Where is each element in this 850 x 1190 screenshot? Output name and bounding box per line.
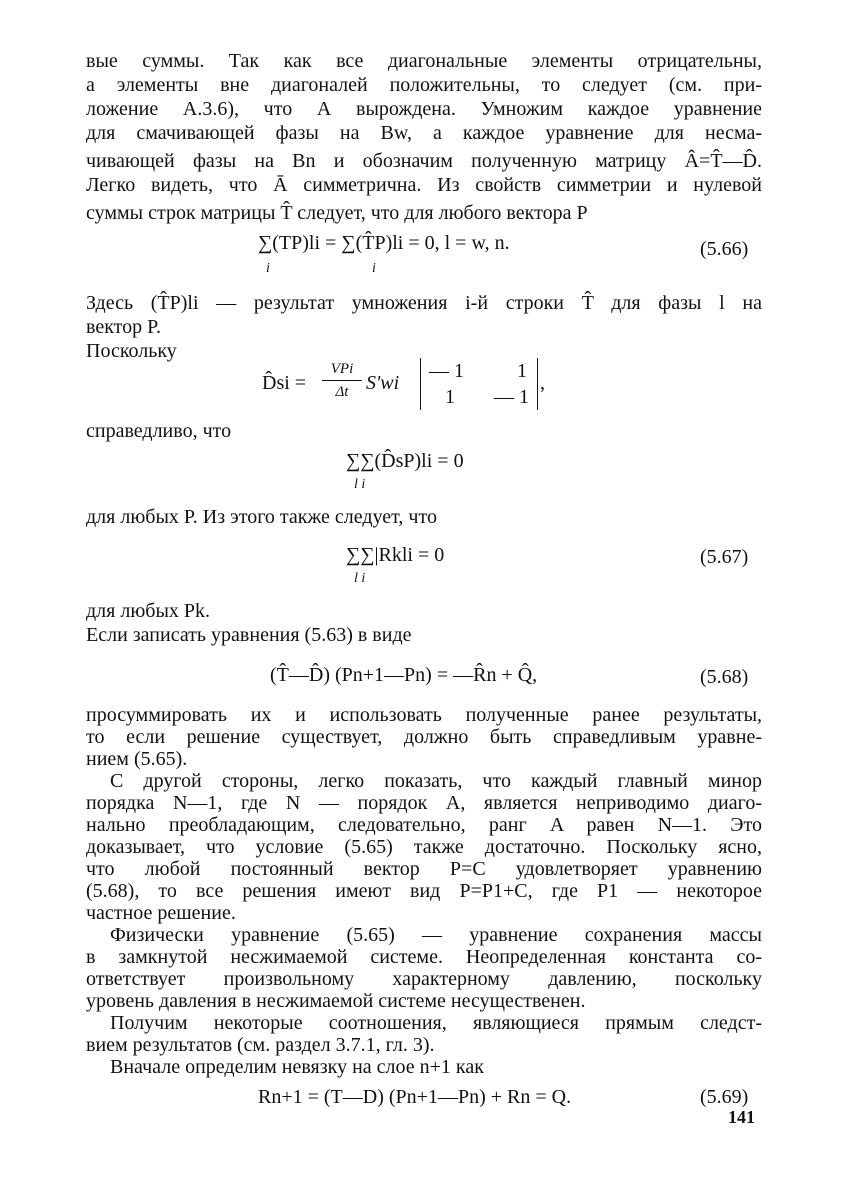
ds-matrix xyxy=(420,358,538,410)
text-line: для смачивающей фазы на Bw, а каждое уравнение для несма- xyxy=(86,122,762,144)
equation-sum-ds-indices: l i xyxy=(354,477,366,492)
text-line: Легко видеть, что Ā симметрична. Из свойств симметрии и нулевой xyxy=(86,174,762,196)
text-line: Если записать уравнения (5.63) в виде xyxy=(86,624,412,646)
text-line: нием (5.65). xyxy=(86,748,188,770)
equation-number: (5.66) xyxy=(700,238,749,260)
matrix-cell: — 1 xyxy=(494,386,529,408)
ds-denominator: Δt xyxy=(335,384,349,400)
text-line: С другой стороны, легко показать, что каждый главный минор xyxy=(110,770,762,792)
text-line: вые суммы. Так как все диагональные элементы отрицательны, xyxy=(86,50,762,72)
matrix-cell: 1 xyxy=(517,360,527,382)
matrix-cell: 1 xyxy=(445,386,455,408)
text-line: в замкнутой несжимаемой системе. Неопределенная константа со- xyxy=(86,946,762,968)
equation-number: (5.67) xyxy=(700,546,749,568)
ds-lhs: D̂si = xyxy=(262,372,307,394)
text-line: просуммировать их и использовать полученные ранее результаты, xyxy=(86,704,762,726)
equation-number: (5.68) xyxy=(700,666,749,688)
text-line: уровень давления в несжимаемой системе несущественен. xyxy=(86,990,586,1012)
ds-fraction xyxy=(322,358,362,403)
text-line: для любых Pk. xyxy=(86,600,211,622)
text-line: ответствует произвольному характерному давлению, поскольку xyxy=(86,968,762,990)
equation-5-66-index: i xyxy=(266,261,270,276)
text-line: частное решение. xyxy=(86,902,236,924)
equation-5-66-index: i xyxy=(372,261,376,276)
text-line: то если решение существует, должно быть справедливым уравне- xyxy=(86,726,762,748)
text-line: а элементы вне диагоналей положительны, то следует (см. при- xyxy=(86,74,762,96)
equation-5-69: Rn+1 = (T—D) (Pn+1—Pn) + Rn = Q. xyxy=(258,1086,572,1108)
text-line: справедливо, что xyxy=(86,420,232,442)
page-number: 141 xyxy=(728,1107,755,1127)
equation-5-66: ∑(TP)li = ∑(T̂P)li = 0, l = w, n. xyxy=(258,232,510,254)
text-line: Получим некоторые соотношения, являющиеся прямым следст- xyxy=(110,1012,762,1034)
text-line: ложение А.3.6), что А вырождена. Умножим каждое уравнение xyxy=(86,98,762,120)
text-line: Вначале определим невязку на слое n+1 как xyxy=(110,1056,484,1078)
ds-comma: , xyxy=(540,372,545,394)
text-line: Физически уравнение (5.65) — уравнение сохранения массы xyxy=(110,924,762,946)
equation-5-67: ∑∑|Rkli = 0 xyxy=(346,544,445,566)
equation-5-67-indices: l i xyxy=(354,571,366,586)
ds-numerator: VPi xyxy=(330,361,354,377)
text-line: Поскольку xyxy=(86,340,177,362)
text-line: вием результатов (см. раздел 3.7.1, гл. 3). xyxy=(86,1034,435,1056)
text-line: вектор P. xyxy=(86,316,162,338)
text-line: нально преобладающим, следовательно, ранг A равен N—1. Это xyxy=(86,814,762,836)
text-line: (5.68), то все решения имеют вид P=P1+C, где P1 — некоторое xyxy=(86,880,762,902)
matrix-cell: — 1 xyxy=(429,360,464,382)
text-line: для любых P. Из этого также следует, что xyxy=(86,506,437,528)
text-line: суммы строк матрицы T̂ следует, что для любого вектора P xyxy=(86,202,588,224)
equation-number: (5.69) xyxy=(700,1086,749,1108)
text-line: Здесь (T̂P)li — результат умножения i-й строки T̂ для фазы l на xyxy=(86,292,762,314)
text-line: порядка N—1, где N — порядок A, является неприводимо диаго- xyxy=(86,792,762,814)
text-line: чивающей фазы на Bn и обозначим полученную матрицу Â=T̂—D̂. xyxy=(86,150,762,172)
equation-5-68: (T̂—D̂) (Pn+1—Pn) = —R̂n + Q̂, xyxy=(270,664,538,686)
text-line: доказывает, что условие (5.65) также достаточно. Поскольку ясно, xyxy=(86,836,762,858)
equation-sum-ds: ∑∑(D̂sP)li = 0 xyxy=(346,450,464,472)
text-line: что любой постоянный вектор P=C удовлетворяет уравнению xyxy=(86,858,762,880)
ds-saturation: S'wi xyxy=(366,372,400,394)
